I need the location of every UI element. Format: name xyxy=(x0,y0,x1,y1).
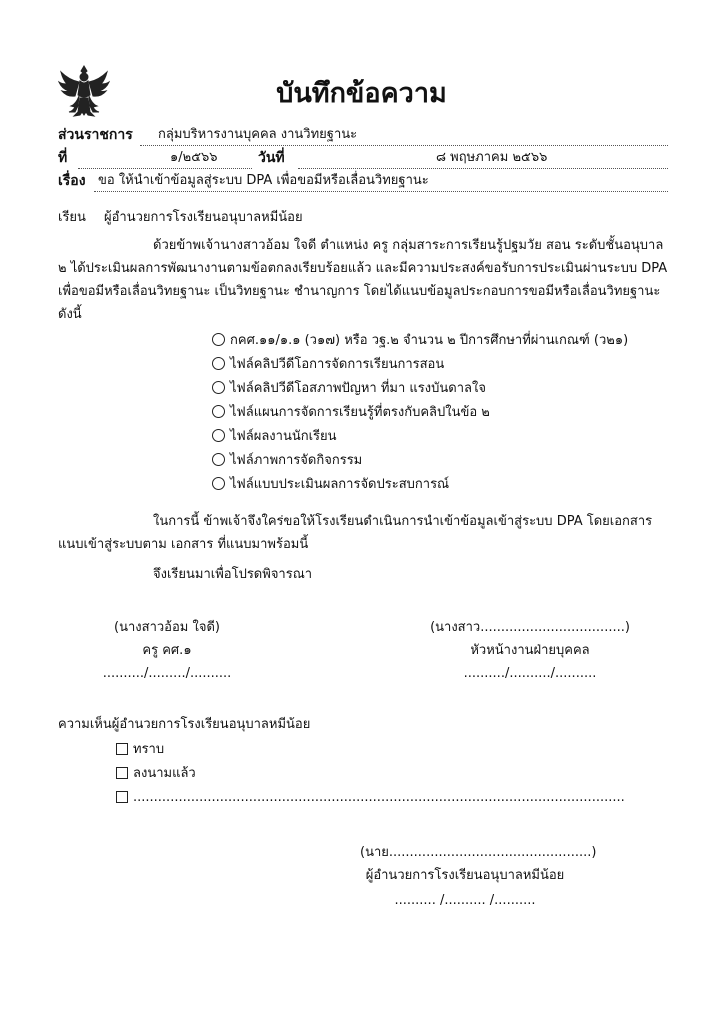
signer-left-name: (นางสาวอ้อม ใจดี) xyxy=(114,620,220,635)
closing-text: จึงเรียนมาเพื่อโปรดพิจารณา xyxy=(153,567,313,582)
memo-title: บันทึกข้อความ xyxy=(276,78,447,109)
attachment-item xyxy=(212,429,337,445)
attachment-text: กคศ.๑๑/๑.๑ (ว๑๗) หรือ วฐ.๒ จำนวน ๒ ปีการศึกษาที่ผ่านเกณฑ์ (ว๒๑) xyxy=(230,333,629,348)
signer-left-position: ครู คศ.๑ xyxy=(142,643,192,658)
opinion-option-signed[interactable] xyxy=(116,766,196,782)
date-label: วันที่ xyxy=(258,150,285,166)
attachment-item xyxy=(212,453,362,469)
attachment-item xyxy=(212,477,449,493)
attachment-item xyxy=(212,381,486,397)
opinion-option-acknowledged[interactable] xyxy=(116,742,164,758)
attachment-item xyxy=(212,405,490,421)
circle-bullet-icon xyxy=(212,357,225,370)
director-signature-date: .......... /.......... /.......... xyxy=(394,893,536,908)
attachment-text: ไฟล์ภาพการจัดกิจกรรม xyxy=(230,453,363,468)
department-label: ส่วนราชการ xyxy=(58,127,133,143)
date-value: ๘ พฤษภาคม ๒๕๖๖ xyxy=(436,150,548,165)
body-paragraph xyxy=(58,234,668,326)
salutation-label: เรียน xyxy=(58,210,86,225)
salutation-value: ผู้อำนวยการโรงเรียนอนุบาลหมีน้อย xyxy=(104,210,303,225)
director-opinion-heading: ความเห็นผู้อำนวยการโรงเรียนอนุบาลหมีน้อย xyxy=(58,717,311,732)
opinion-option-label: ....................................................................................................................... xyxy=(133,790,625,805)
signer-right-name: (นางสาว...................................) xyxy=(430,620,630,635)
department-dotted-line xyxy=(140,145,668,146)
attachment-item xyxy=(212,333,628,349)
subject-label: เรื่อง xyxy=(58,173,86,189)
checkbox-icon[interactable] xyxy=(116,767,128,779)
signer-left-date: ........../........./.......... xyxy=(102,666,232,681)
request-paragraph-text: ในการนี้ ข้าพเจ้าจึงใคร่ขอให้โรงเรียนดำเนินการนำเข้าข้อมูลเข้าสู่ระบบ DPA โดยเอกสารแนบเข้าสู่ระบบตาม เอกสาร ที่แนบมาพร้อมนี้ xyxy=(58,514,653,552)
circle-bullet-icon xyxy=(212,333,225,346)
number-dotted-line xyxy=(78,168,252,169)
signer-right-position: หัวหน้างานฝ่ายบุคคล xyxy=(470,643,590,658)
date-dotted-line xyxy=(298,168,668,169)
circle-bullet-icon xyxy=(212,429,225,442)
director-signature-position: ผู้อำนวยการโรงเรียนอนุบาลหมีน้อย xyxy=(365,868,565,883)
opinion-option-label: ทราบ xyxy=(133,742,165,757)
attachment-text: ไฟล์แบบประเมินผลการจัดประสบการณ์ xyxy=(230,477,450,492)
subject-value: ขอ ให้นำเข้าข้อมูลสู่ระบบ DPA เพื่อขอมีหรือเลื่อนวิทยฐานะ xyxy=(98,173,429,188)
circle-bullet-icon xyxy=(212,477,225,490)
attachment-text: ไฟล์คลิปวีดีโอสภาพปัญหา ที่มา แรงบันดาลใจ xyxy=(230,381,486,396)
request-paragraph xyxy=(58,510,668,556)
opinion-option-other[interactable] xyxy=(116,790,625,806)
director-signature-name: (นาย.................................................) xyxy=(360,845,597,860)
body-paragraph-text: ด้วยข้าพเจ้านางสาวอ้อม ใจดี ตำแหน่ง ครู กลุ่มสาระการเรียนรู้ปฐมวัย สอน ระดับชั้นอนุบาล ๒ ได้ประเมินผลการพัฒนางานตามข้อตกลงเรียบร้อยแล้ว และมีความประสงค์ขอรับการประเมินผ่านระบบ DPA เพื่อขอมีหรือเลื่อนวิทยฐานะ เป็นวิทยฐานะ ชำนาญการ โดยได้แนบข้อมูลประกอบการขอมีหรือเลื่อนวิทยฐานะ ดังนี้ xyxy=(58,238,668,322)
number-value: ๑/๒๕๖๖ xyxy=(170,150,218,165)
number-label: ที่ xyxy=(58,150,68,166)
attachment-text: ไฟล์ผลงานนักเรียน xyxy=(230,429,337,444)
subject-dotted-line xyxy=(94,191,668,192)
circle-bullet-icon xyxy=(212,453,225,466)
attachment-text: ไฟล์แผนการจัดการเรียนรู้ที่ตรงกับคลิปในข้อ ๒ xyxy=(230,405,490,420)
circle-bullet-icon xyxy=(212,381,225,394)
opinion-option-label: ลงนามแล้ว xyxy=(133,766,196,781)
checkbox-icon[interactable] xyxy=(116,743,128,755)
circle-bullet-icon xyxy=(212,405,225,418)
department-value: กลุ่มบริหารงานบุคคล งานวิทยฐานะ xyxy=(158,127,358,142)
checkbox-icon[interactable] xyxy=(116,791,128,803)
attachment-item xyxy=(212,357,444,373)
signer-right-date: ........../........../.......... xyxy=(463,666,597,681)
attachment-text: ไฟล์คลิปวีดีโอการจัดการเรียนการสอน xyxy=(230,357,445,372)
